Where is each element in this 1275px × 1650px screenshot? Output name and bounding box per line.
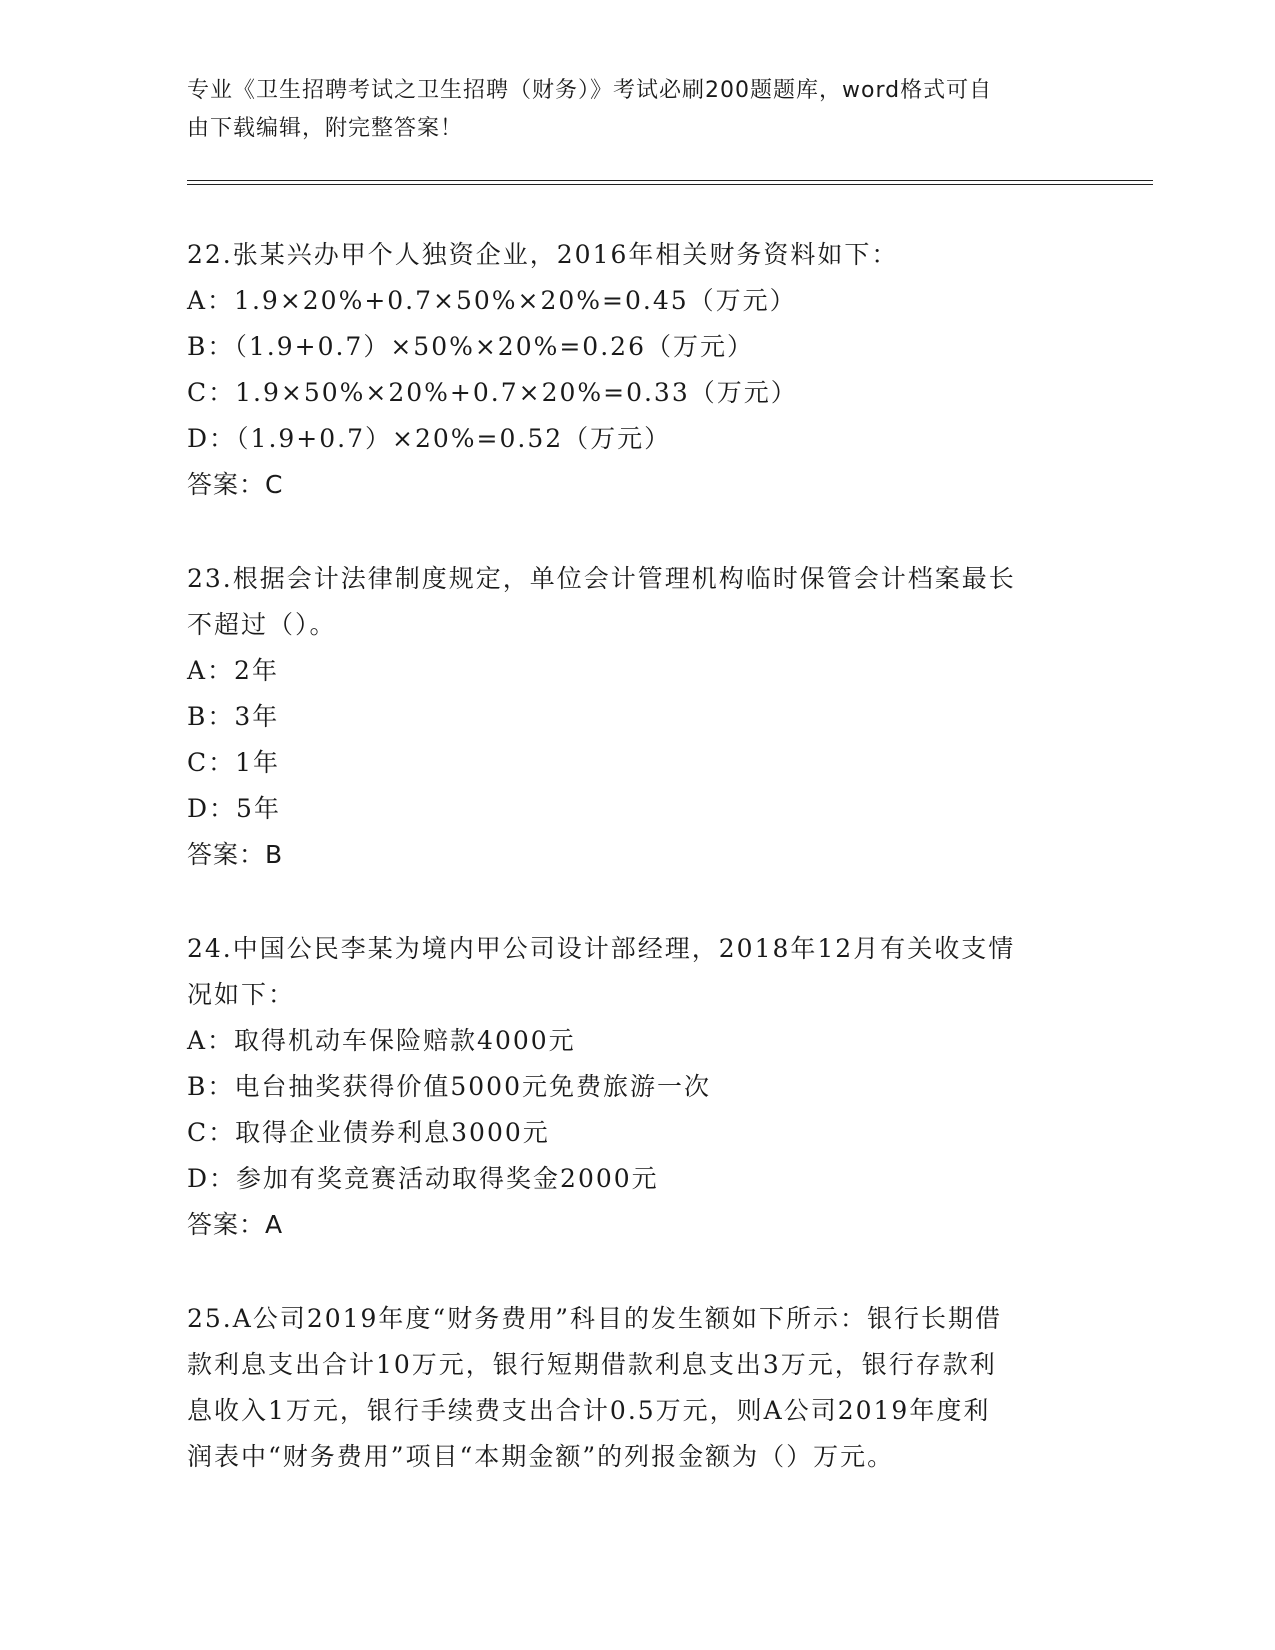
question-22 <box>187 232 1087 508</box>
header-divider-top <box>187 180 1153 181</box>
document-header <box>187 72 1067 148</box>
option-c: C：1年 <box>187 748 281 777</box>
question-list <box>187 232 1087 1528</box>
answer: 答案：A <box>187 1210 284 1239</box>
option-d: D：（1.9+0.7）×20%=0.52（万元） <box>187 424 672 453</box>
question-stem-line-1: 25.A公司2019年度“财务费用”科目的发生额如下所示：银行长期借 <box>187 1304 1002 1333</box>
option-b: B：（1.9+0.7）×50%×20%=0.26（万元） <box>187 332 754 361</box>
option-a: A：1.9×20%+0.7×50%×20%=0.45（万元） <box>187 286 797 315</box>
option-d: D：参加有奖竞赛活动取得奖金2000元 <box>187 1164 659 1193</box>
question-stem: 22.张某兴办甲个人独资企业，2016年相关财务资料如下： <box>187 240 899 269</box>
question-stem-line-3: 息收入1万元，银行手续费支出合计0.5万元，则A公司2019年度利 <box>187 1396 991 1425</box>
option-a: A：取得机动车保险赔款4000元 <box>187 1026 576 1055</box>
header-line-2: 由下载编辑，附完整答案！ <box>187 116 464 141</box>
question-23 <box>187 556 1087 878</box>
question-stem-line-4: 润表中“财务费用”项目“本期金额”的列报金额为（）万元。 <box>187 1442 895 1471</box>
option-c: C：1.9×50%×20%+0.7×20%=0.33（万元） <box>187 378 798 407</box>
question-stem-line-2: 款利息支出合计10万元，银行短期借款利息支出3万元，银行存款利 <box>187 1350 997 1379</box>
question-stem-line-1: 23.根据会计法律制度规定，单位会计管理机构临时保管会计档案最长 <box>187 564 1016 593</box>
option-c: C：取得企业债券利息3000元 <box>187 1118 550 1147</box>
header-line-1: 专业《卫生招聘考试之卫生招聘（财务）》考试必刷200题题库，word格式可自 <box>187 78 993 103</box>
option-b: B：电台抽奖获得价值5000元免费旅游一次 <box>187 1072 711 1101</box>
question-24 <box>187 926 1087 1248</box>
option-d: D：5年 <box>187 794 281 823</box>
header-divider-bottom <box>187 184 1153 185</box>
option-a: A：2年 <box>187 656 279 685</box>
option-b: B：3年 <box>187 702 280 731</box>
answer: 答案：C <box>187 470 284 499</box>
question-25 <box>187 1296 1087 1480</box>
question-stem-line-2: 况如下： <box>187 980 296 1009</box>
question-stem-line-1: 24.中国公民李某为境内甲公司设计部经理，2018年12月有关收支情 <box>187 934 1016 963</box>
answer: 答案：B <box>187 840 284 869</box>
question-stem-line-2: 不超过（）。 <box>187 610 337 639</box>
